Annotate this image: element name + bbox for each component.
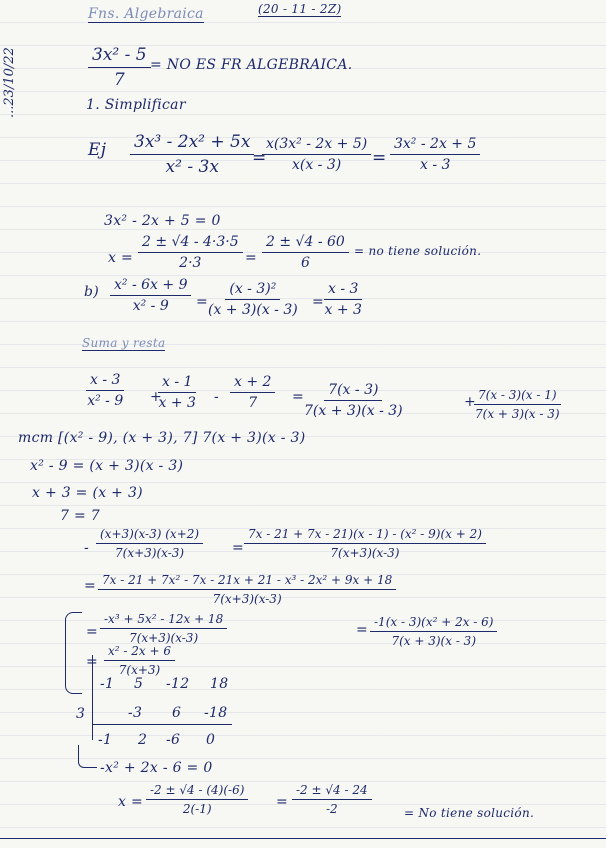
fraction-h — [324, 281, 362, 318]
fraction-e-numerator: 2 ± √4 - 60 — [262, 234, 349, 253]
equals-sign: = — [252, 148, 267, 168]
result-1 — [304, 382, 403, 419]
ruffini-horizontal-rule — [92, 724, 232, 725]
fraction-d-numerator: 2 ± √4 - 4·3·5 — [138, 234, 243, 253]
fraction-b-denominator: x(x - 3) — [291, 157, 342, 173]
fraction-g-numerator: (x - 3)² — [225, 281, 280, 300]
step-5-numerator: -1(x - 3)(x² + 2x - 6) — [370, 615, 497, 632]
fraction-g-denominator: (x + 3)(x - 3) — [208, 302, 298, 318]
bottom-rule — [0, 838, 606, 839]
ruffini-divisor: 3 — [76, 706, 86, 722]
equals-sign: = — [372, 148, 387, 168]
factor-line-1: x² - 9 = (x + 3)(x - 3) — [30, 458, 184, 474]
equals-sign: = — [196, 294, 209, 310]
equals-sign: = — [86, 654, 99, 670]
ruffini-result: 2 — [138, 732, 148, 748]
ruffini-mid: -3 — [128, 705, 143, 721]
step-1-numerator: (x+3)(x-3) (x+2) — [96, 527, 203, 544]
step-1 — [96, 527, 203, 560]
factor-line-3: 7 = 7 — [60, 508, 100, 524]
margin-date: ...23/10/22 — [2, 47, 17, 118]
equals-sign: = — [232, 540, 245, 556]
step-4-numerator: -x³ + 5x² - 12x + 18 — [100, 612, 227, 629]
equals-sign: = — [356, 622, 369, 638]
step-3-numerator: 7x - 21 + 7x² - 7x - 21x + 21 - x³ - 2x² + 9x + 18 — [98, 573, 396, 590]
quadratic-fraction-2 — [292, 783, 372, 816]
term-1 — [86, 372, 124, 409]
minus-sign: - — [84, 540, 90, 556]
plus-sign: + — [464, 394, 477, 410]
quadratic-fraction-2-numerator: -2 ± √4 - 24 — [292, 783, 372, 800]
fraction-c-denominator: x - 3 — [419, 157, 451, 173]
ruffini-mid: 6 — [172, 705, 182, 721]
result-2-denominator: 7(x + 3)(x - 3) — [475, 407, 560, 421]
term-3 — [230, 374, 275, 411]
fraction-e — [262, 234, 349, 271]
ruffini-coef: -1 — [100, 676, 115, 692]
step-6-numerator: x² - 2x + 6 — [104, 644, 175, 661]
fraction-d — [138, 234, 243, 271]
definition-denominator: 7 — [113, 70, 125, 90]
result-1-numerator: 7(x - 3) — [324, 382, 382, 401]
mcm-line: mcm [(x² - 9), (x + 3), 7] 7(x + 3)(x - 3) — [18, 430, 306, 446]
ruffini-coef: -12 — [166, 676, 190, 692]
date-box: (20 - 11 - 2Z) — [258, 2, 342, 16]
term-1-numerator: x - 3 — [86, 372, 124, 391]
fraction-a — [130, 132, 254, 177]
term-2 — [158, 374, 196, 411]
quadratic-equation: 3x² - 2x + 5 = 0 — [104, 213, 221, 229]
ruffini-result: -1 — [98, 732, 113, 748]
step-4 — [100, 612, 227, 645]
page-title: Fns. Algebraica — [88, 6, 204, 22]
definition-fraction — [88, 45, 151, 90]
fraction-g — [208, 281, 298, 318]
fraction-c-numerator: 3x² - 2x + 5 — [390, 136, 480, 155]
bracket-decoration — [65, 612, 82, 694]
fraction-f — [110, 277, 191, 314]
equals-sign: = — [312, 294, 325, 310]
factor-line-2: x + 3 = (x + 3) — [32, 485, 143, 501]
quadratic-fraction-2-denominator: -2 — [325, 802, 338, 816]
fraction-f-numerator: x² - 6x + 9 — [110, 277, 191, 296]
fraction-e-denominator: 6 — [300, 255, 310, 271]
fraction-f-denominator: x² - 9 — [132, 298, 169, 314]
term-2-numerator: x - 1 — [158, 374, 196, 393]
ruffini-vertical-rule — [92, 655, 93, 740]
quadratic-fraction-1-numerator: -2 ± √4 - (4)(-6) — [146, 783, 248, 800]
x-equals-label: x = — [118, 794, 143, 810]
equals-sign: = — [84, 578, 97, 594]
fraction-b-numerator: x(3x² - 2x + 5) — [262, 136, 371, 155]
step-5 — [370, 615, 497, 648]
equals-sign: = — [292, 389, 305, 405]
term-1-denominator: x² - 9 — [87, 393, 124, 409]
quadratic-fraction-1-denominator: 2(-1) — [182, 802, 212, 816]
minus-sign: - — [214, 389, 220, 405]
result-1-denominator: 7(x + 3)(x - 3) — [304, 403, 403, 419]
quadratic-fraction-1 — [146, 783, 248, 816]
arrow-decoration — [78, 745, 97, 768]
no-solution-note: = No tiene solución. — [404, 806, 535, 820]
step-4-denominator: 7(x+3)(x-3) — [129, 631, 199, 645]
step-1-denominator: 7(x+3)(x-3) — [115, 546, 185, 560]
term-3-numerator: x + 2 — [230, 374, 275, 393]
x-equals-label: x = — [108, 250, 133, 266]
ruffini-mid: -18 — [204, 705, 228, 721]
item-b-label: b) — [84, 284, 100, 300]
ruffini-result: 0 — [206, 732, 216, 748]
fraction-d-denominator: 2·3 — [179, 255, 202, 271]
fraction-b — [262, 136, 371, 173]
section-sum-heading: Suma y resta — [82, 336, 166, 350]
definition-numerator: 3x² - 5 — [88, 45, 151, 68]
term-2-denominator: x + 3 — [158, 395, 196, 411]
equals-sign: = — [86, 624, 99, 640]
section-simplify-heading: 1. Simplificar — [86, 97, 186, 113]
quadratic-from-ruffini: -x² + 2x - 6 = 0 — [100, 760, 213, 776]
step-6-denominator: 7(x+3) — [118, 663, 161, 677]
term-3-denominator: 7 — [248, 395, 258, 411]
fraction-a-numerator: 3x³ - 2x² + 5x — [130, 132, 254, 155]
fraction-h-denominator: x + 3 — [324, 302, 362, 318]
step-2-denominator: 7(x+3)(x-3) — [330, 546, 400, 560]
definition-text: = NO ES FR ALGEBRAICA. — [150, 57, 353, 73]
step-2-numerator: 7x - 21 + 7x - 21)(x - 1) - (x² - 9)(x + 2) — [244, 527, 486, 544]
ruffini-coef: 18 — [210, 676, 229, 692]
step-6 — [104, 644, 175, 677]
result-2 — [474, 388, 561, 421]
equals-sign: = — [276, 794, 289, 810]
result-2-numerator: 7(x - 3)(x - 1) — [474, 388, 561, 405]
equals-sign: = — [245, 250, 258, 266]
ruffini-coef: 5 — [134, 676, 144, 692]
fraction-a-denominator: x² - 3x — [165, 157, 219, 177]
plus-sign: + — [150, 389, 163, 405]
step-2 — [244, 527, 486, 560]
no-solution-note: = no tiene solución. — [354, 244, 482, 258]
step-3 — [98, 573, 396, 606]
ruffini-result: -6 — [166, 732, 181, 748]
example-label: Ej — [88, 140, 107, 160]
fraction-c — [390, 136, 480, 173]
fraction-h-numerator: x - 3 — [324, 281, 362, 300]
step-5-denominator: 7(x + 3)(x - 3) — [391, 634, 477, 648]
step-3-denominator: 7(x+3)(x-3) — [212, 592, 282, 606]
